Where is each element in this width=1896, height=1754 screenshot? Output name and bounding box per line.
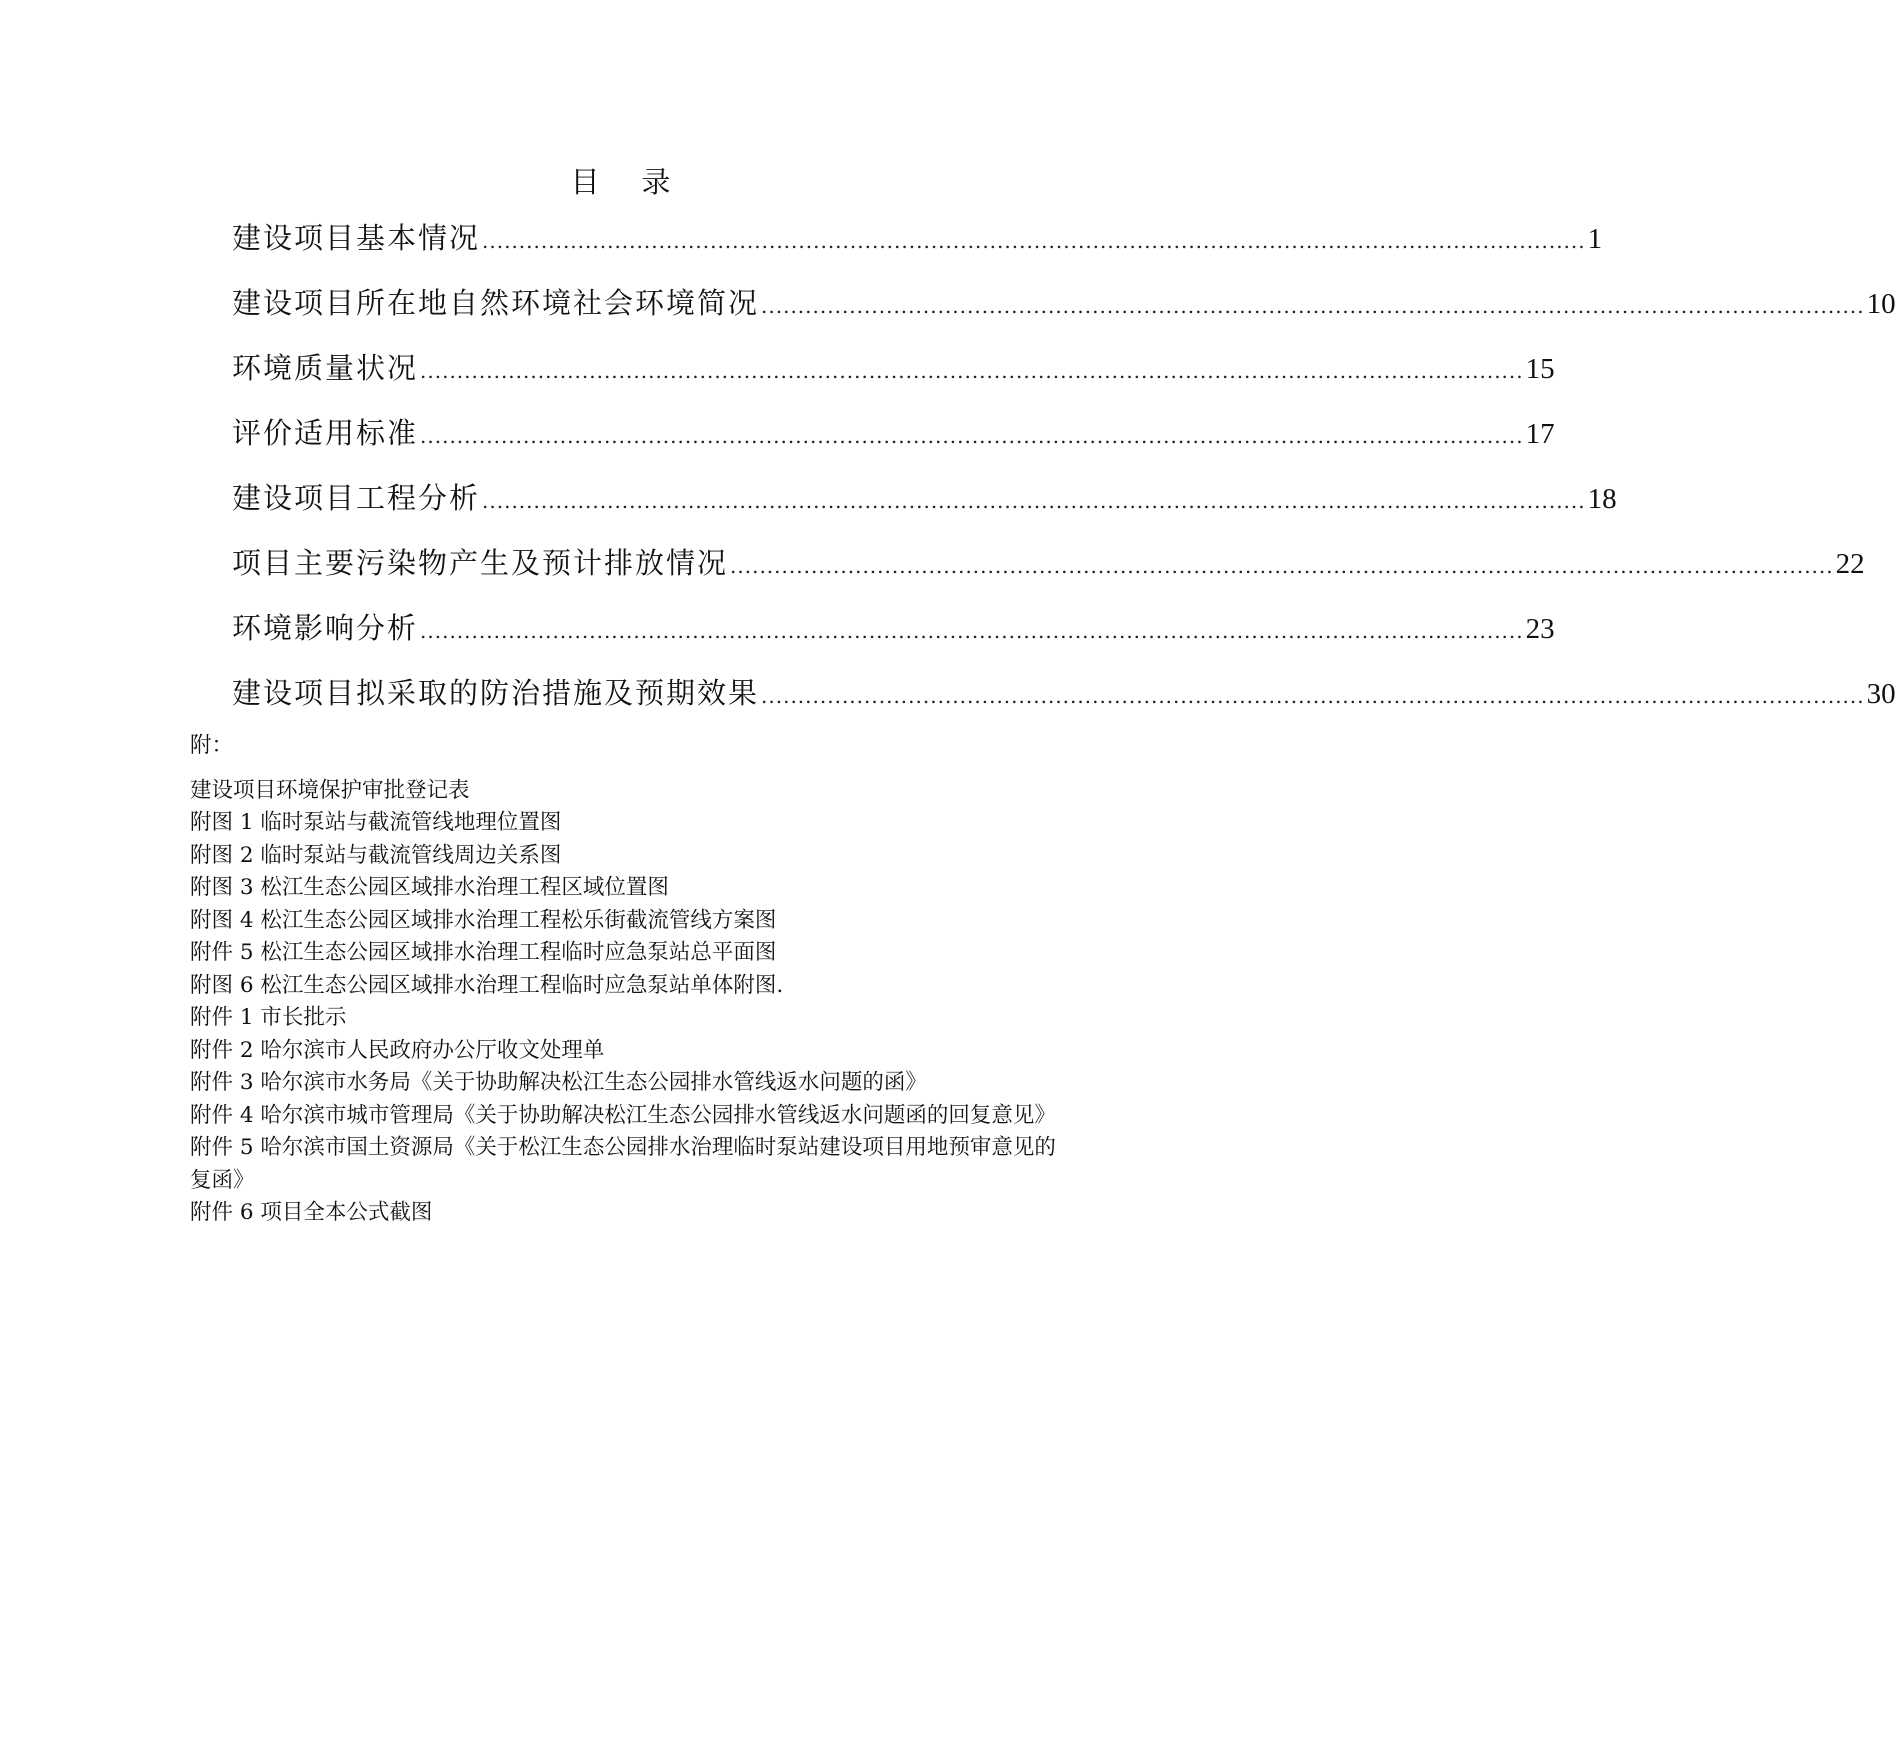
toc-leader-dots: ...................................................................................................................................................... [420,619,1524,643]
appendix-item: 附件 2 哈尔滨市人民政府办公厅收文处理单 [190,1037,605,1063]
toc-leader-dots: ...................................................................................................................................................... [761,684,1865,708]
appendix-item: 附件 5 哈尔滨市国土资源局《关于松江生态公园排水治理临时泵站建设项目用地预审意见的复函》 [190,1135,1056,1193]
appendix-item: 附图 3 松江生态公园区域排水治理工程区域位置图 [190,875,669,900]
toc-leader-dots: ...................................................................................................................................................... [730,554,1834,578]
appendix-item: 附件 3 哈尔滨市水务局《关于协助解决松江生态公园排水管线返水问题的函》 [190,1070,927,1095]
toc-entry-page: 17 [1525,418,1555,450]
toc-title [0,162,1241,202]
appendix-item: 附件 6 项目全本公式截图 [190,1200,433,1225]
toc-leader-dots: ...................................................................................................................................................... [482,489,1586,513]
toc-entry-label: 建设项目基本情况 [232,221,481,255]
toc-entry[interactable] [232,608,1555,673]
toc-entry[interactable] [232,218,1603,283]
toc-entry[interactable] [232,283,1896,348]
toc-title-part2: 录 [641,165,671,199]
appendix-section [190,730,1060,1230]
toc-list [232,218,1896,738]
toc-leader-dots: ...................................................................................................................................................... [420,359,1524,383]
toc-entry-label: 环境质量状况 [232,351,419,385]
toc-entry-page: 1 [1587,223,1603,255]
appendix-item: 建设项目环境保护审批登记表 [190,777,470,803]
toc-entry[interactable] [232,543,1865,608]
appendix-item: 附图 6 松江生态公园区域排水治理工程临时应急泵站单体附图. [190,972,784,998]
toc-entry-label: 建设项目拟采取的防治措施及预期效果 [232,676,760,710]
toc-entry-label: 项目主要污染物产生及预计排放情况 [232,546,729,580]
appendix-item: 附件 1 市长批示 [190,1005,347,1030]
appendix-item: 附图 4 松江生态公园区域排水治理工程松乐街截流管线方案图 [190,907,777,933]
toc-entry-page: 15 [1525,353,1555,385]
toc-entry-page: 23 [1525,613,1555,645]
toc-entry-page: 18 [1587,483,1617,515]
appendix-heading: 附： [190,733,234,758]
toc-entry-page: 10 [1866,288,1896,320]
appendix-item: 附图 1 临时泵站与截流管线地理位置图 [190,810,562,835]
toc-entry[interactable] [232,673,1896,738]
appendix-item: 附件 5 松江生态公园区域排水治理工程临时应急泵站总平面图 [190,940,777,965]
toc-entry-page: 22 [1835,548,1865,580]
toc-entry-label: 建设项目工程分析 [232,481,481,515]
toc-entry-label: 评价适用标准 [232,416,419,450]
appendix-item: 附图 2 临时泵站与截流管线周边关系图 [190,842,562,868]
toc-entry[interactable] [232,348,1555,413]
toc-leader-dots: ...................................................................................................................................................... [761,294,1865,318]
toc-leader-dots: ...................................................................................................................................................... [482,229,1586,253]
toc-title-part1: 目 [570,165,600,199]
toc-entry-page: 30 [1866,678,1896,710]
toc-entry[interactable] [232,413,1555,478]
toc-entry[interactable] [232,478,1617,543]
toc-leader-dots: ...................................................................................................................................................... [420,424,1524,448]
toc-entry-label: 建设项目所在地自然环境社会环境简况 [232,286,760,320]
appendix-item: 附件 4 哈尔滨市城市管理局《关于协助解决松江生态公园排水管线返水问题函的回复意见》 [190,1102,1056,1128]
toc-entry-label: 环境影响分析 [232,611,419,645]
